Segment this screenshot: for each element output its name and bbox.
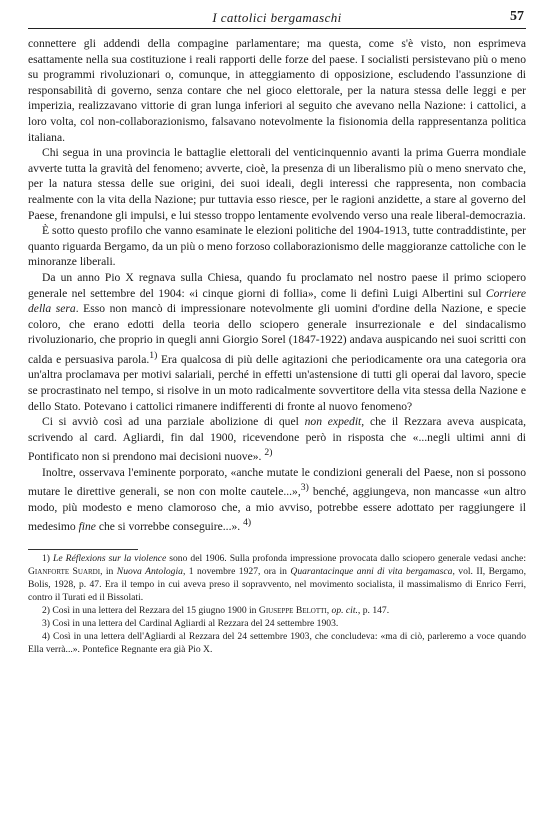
author-name: Giuseppe Belotti (258, 604, 327, 616)
paragraph-5 (28, 414, 526, 465)
footnote-text: Così in una lettera del Cardinal Agliardi al Rezzara del 24 settembre 1903. (52, 617, 339, 629)
paragraph-4-text: . Esso non mancò di impressionare notevolmente gli uomini d'ordine della Nazione, e specie coloro, che erano edotti della teoria dello sciopero generale insurrezionale e del sindacalismo rivoluzionario, che proprio in quegli anni Giorgio Sorel (1847-1922) andava auspicando nei suoi scritti con calda e persuasiva parola. (28, 302, 526, 366)
author-name: Gianforte Suardi (28, 565, 101, 577)
footnote-rule (28, 549, 138, 550)
paragraph-6-text: benché, aggiungeva, non mancasse «un altro modo, più modesto e meno clamoroso che, a mio avviso, potrebbe essere adottato per raggiungere il medesimo (28, 485, 527, 534)
footnote-1 (28, 552, 526, 604)
paragraph-6-text: Inoltre, osservava l'eminente porporato, «anche mutate le condizioni generali del Paese, non si possono mutare le direttive generali, se non con molte cautele...», (28, 465, 526, 499)
footnote-2 (28, 604, 526, 617)
paragraph-3: È sotto questo profilo che vanno esaminate le elezioni politiche del 1904-1913, tutte contraddistinte, per quanto riguarda Bergamo, da un più o meno forzoso collaborazionismo delle maggioranze cattoliche con le minoranze liberali. (28, 224, 526, 269)
header-rule (28, 28, 526, 29)
page-header (28, 6, 526, 28)
paragraph-2: Chi segua in una provincia le battaglie elettorali del venticinquennio avanti la prima Guerra mondiale avverte tutta la gravità del fenomeno; avverte, cioè, la presenza di un liberalismo più o meno snervato che, per la natura stessa delle sue origini, dei suoi ideali, degli interessi che rappresenta, non combacia realmente con la vita della Nazione; pur tuttavia esso riesce, per le ragioni anzidette, a stare al governo del Paese, frenandone gli impulsi, e lui stesso troppo lentamente evolvendo verso una reale liberal-democrazia. (28, 146, 526, 222)
footnote-3 (28, 617, 526, 630)
footnote-text: sono del 1906. Sulla profonda impressione provocata dallo sciopero generale vedasi anche: (166, 552, 526, 564)
paragraph-1: connettere gli addendi della compagine parlamentare; ma questa, come s'è visto, non esprimeva esattamente nella sua costituzione i reali rapporti delle forze del paese. I socialisti persistevano più o meno su programmi rivoluzionari o, comunque, in atteggiamento di opposizione, escludendo l'assunzione di responsabilità di governo, senza contare che nel gioco elettorale, per la natura stessa delle leggi e per imperizia, realizzavano vittorie di gran lunga inferiori al seguito che avevano nella Nazione: i cattolici, a loro volta, col non-collaborazionismo, falsavano notevolmente la fisionomia della rappresentanza politica italiana. (28, 37, 526, 144)
paragraph-4-text: Era qualcosa di più delle agitazioni che periodicamente ora una categoria ora un'altra proclamava per motivi salariali, perché in effetti un'astensione di tutti gli operai dal lavoro, specie se procrastinato nel tempo, si risolve in un moto radicalmente sovvertitore della vita stessa della Nazione e dello Stato. Potevano i cattolici rimanere indifferenti di fronte al nuovo fenomeno? (28, 352, 526, 413)
citation-ref: op. cit. (331, 604, 358, 616)
footnote-ref-3[interactable]: 3) (300, 482, 309, 494)
footnote-mark: 3) (42, 617, 50, 629)
book-title: Quarantacinque anni di vita bergamasca (290, 565, 453, 577)
body-text (28, 36, 526, 535)
footnote-mark: 2) (42, 604, 50, 616)
page-number: 57 (510, 9, 524, 24)
footnote-ref-2[interactable]: 2) (264, 447, 273, 459)
footnote-ref-4[interactable]: 4) (243, 517, 252, 529)
paragraph-6 (28, 465, 526, 535)
footnote-text: , (326, 604, 332, 616)
paragraph-5-text: Ci si avviò così ad una parziale abolizione di quel (42, 415, 305, 429)
footnote-text: Così in una lettera del Rezzara del 15 giugno 1900 in (52, 604, 259, 616)
work-title: Le Réflexions sur la violence (53, 552, 167, 564)
footnote-ref-1[interactable]: 1) (149, 349, 158, 361)
paragraph-6-text: che si vorrebbe conseguire...». (95, 520, 241, 534)
paragraph-5-text: , che il Rezzara aveva auspicata, scrivendo al card. Agliardi, fin dal 1900, ricevendone però in risposta che «...negli ultimi anni di Pontificato non si prendono mai decisioni nuove». (28, 415, 526, 464)
newspaper-title: Corriere della sera (28, 286, 526, 316)
footnote-4 (28, 630, 526, 656)
footnote-text: , 1 novembre 1927, ora in (182, 565, 291, 577)
footnote-text: , in (100, 565, 117, 577)
footnote-text: , vol. II, Bergamo, Bolis, 1928, p. 47. Era il tempo in cui aveva preso il sopravvento, nel movimento socialista, il massimalismo di Enrico Ferri, contro il Turati ed il Bissolati. (28, 565, 526, 603)
footnote-text: , p. 147. (357, 604, 390, 616)
footnote-text: Così in una lettera dell'Agliardi al Rezzara del 24 settembre 1903, che concludeva: «ma di ciò, parleremo a voce quando Ella verrà...». Pontefice Regnante era già Pio X. (28, 630, 526, 655)
page (28, 6, 526, 656)
footnote-mark: 4) (42, 630, 50, 642)
journal-title: Nuova Antologia (116, 565, 183, 577)
paragraph-4-text: Da un anno Pio X regnava sulla Chiesa, quando fu proclamato nel nostro paese il primo sciopero generale nel settembre del 1904: «i cinque giorni di follia», come li definì Luigi Albertini sul (28, 270, 526, 300)
italic-word: fine (78, 520, 96, 534)
footnote-mark: 1) (42, 552, 50, 564)
running-title: I cattolici bergamaschi (212, 10, 342, 25)
paragraph-4 (28, 270, 526, 414)
latin-term: non expedit (304, 415, 362, 429)
footnotes (28, 552, 526, 656)
